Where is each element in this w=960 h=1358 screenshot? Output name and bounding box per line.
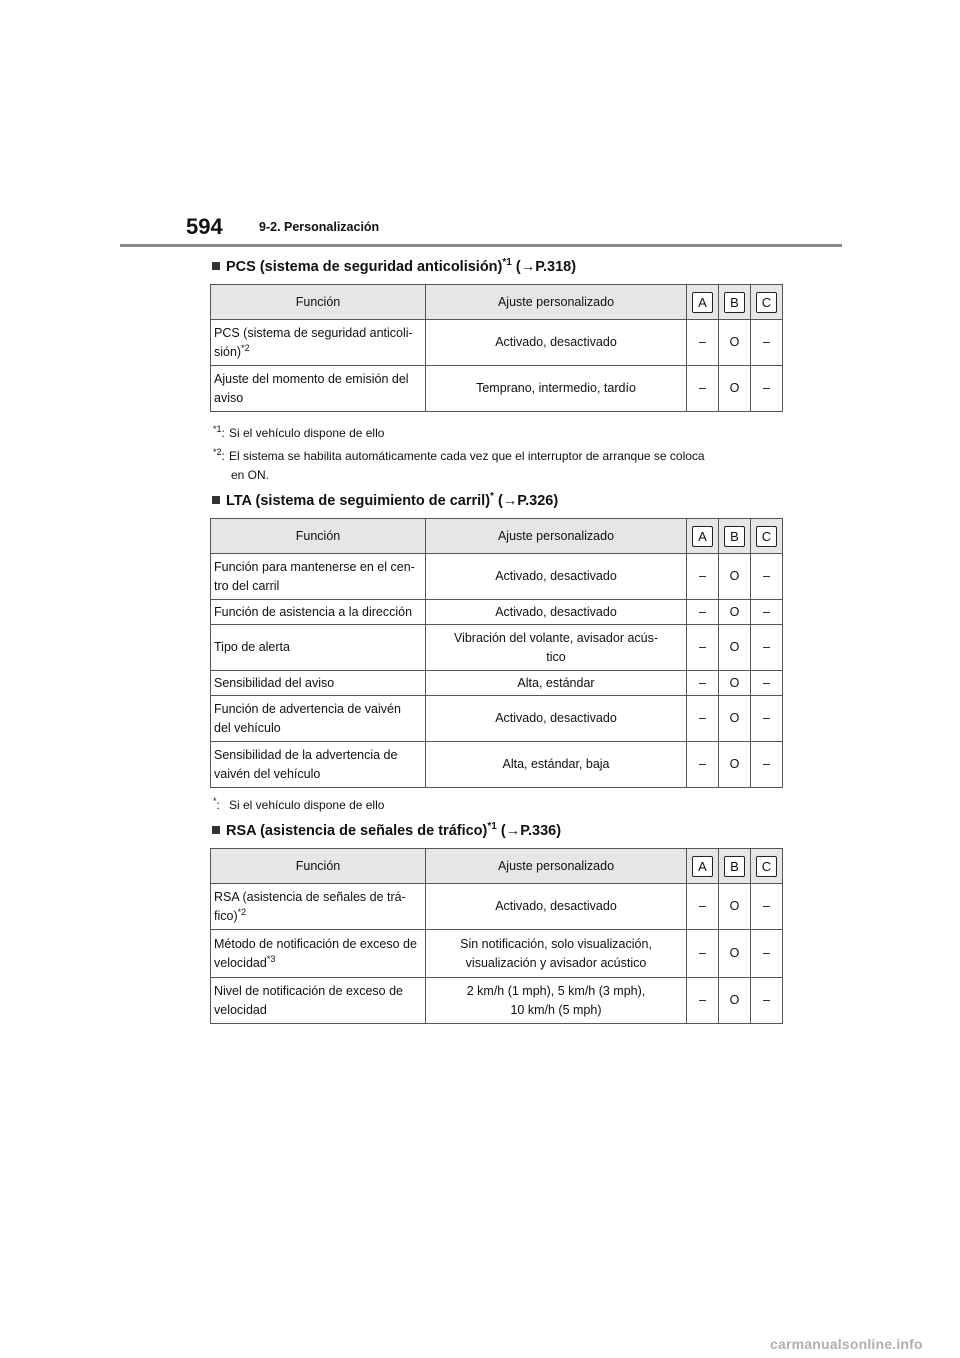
section-title bbox=[212, 821, 561, 839]
function-cell bbox=[211, 625, 426, 671]
letter-b-icon: B bbox=[724, 292, 745, 313]
column-header bbox=[719, 285, 751, 320]
setting-cell bbox=[426, 625, 687, 671]
column-a-value: – bbox=[687, 884, 719, 930]
setting-text: Vibración del volante, avisador acús- bbox=[453, 630, 659, 645]
section-title bbox=[212, 491, 558, 509]
section-title-footnote-mark: *1 bbox=[487, 821, 497, 832]
page-reference-link[interactable]: (→P.336) bbox=[500, 822, 562, 839]
function-cell bbox=[211, 600, 426, 625]
column-header: Función bbox=[211, 519, 426, 554]
section-title-footnote-mark: *1 bbox=[502, 257, 512, 268]
table-row bbox=[211, 625, 783, 671]
function-text-continued: del vehículo bbox=[214, 720, 281, 735]
setting-text: Temprano, intermedio, tardío bbox=[476, 381, 636, 395]
setting-cell bbox=[426, 884, 687, 930]
column-header: Ajuste personalizado bbox=[426, 519, 687, 554]
function-text: Función de asistencia a la dirección bbox=[214, 604, 413, 619]
column-b-value: O bbox=[719, 742, 751, 788]
function-text: Sensibilidad de la advertencia de bbox=[214, 747, 398, 762]
column-b-value: O bbox=[719, 884, 751, 930]
column-header bbox=[687, 849, 719, 884]
footnote-text-continued: en ON. bbox=[231, 468, 270, 482]
section-title-text: LTA (sistema de seguimiento de carril) bbox=[226, 492, 491, 509]
column-b-value: O bbox=[719, 978, 751, 1024]
function-cell bbox=[211, 366, 426, 412]
setting-text: 2 km/h (1 mph), 5 km/h (3 mph), bbox=[466, 983, 646, 998]
function-text: Sensibilidad del aviso bbox=[214, 675, 335, 690]
function-cell bbox=[211, 554, 426, 600]
footnote-marker: $^{*1}$: bbox=[213, 424, 225, 440]
setting-text: Activado, desactivado bbox=[495, 335, 617, 349]
function-text-continued: sión) bbox=[214, 344, 242, 359]
footnote-marker: $^{*2}$: bbox=[213, 447, 225, 463]
column-b-value: O bbox=[719, 696, 751, 742]
column-b-value: O bbox=[719, 930, 751, 978]
section-title-footnote-mark: * bbox=[490, 491, 494, 502]
column-header bbox=[751, 519, 783, 554]
column-header bbox=[719, 849, 751, 884]
setting-text: Activado, desactivado bbox=[495, 604, 617, 619]
section-title bbox=[212, 257, 576, 275]
page-number: 594 bbox=[186, 214, 223, 239]
footnote-mark: *2 bbox=[237, 906, 247, 917]
column-b-value: O bbox=[719, 320, 751, 366]
function-cell bbox=[211, 696, 426, 742]
column-c-value: – bbox=[751, 366, 783, 412]
square-bullet-icon bbox=[212, 262, 220, 270]
column-a-value: – bbox=[687, 696, 719, 742]
column-b-value: O bbox=[719, 554, 751, 600]
column-header bbox=[719, 519, 751, 554]
letter-a-icon: A bbox=[692, 856, 713, 877]
letter-a-icon: A bbox=[692, 526, 713, 547]
settings-table bbox=[210, 518, 783, 788]
function-text: Ajuste del momento de emisión del bbox=[214, 371, 409, 386]
function-text-continued: tro del carril bbox=[214, 578, 280, 593]
column-c-value: – bbox=[751, 625, 783, 671]
footnote-mark: * bbox=[213, 796, 217, 806]
column-c-value: – bbox=[751, 978, 783, 1024]
function-cell bbox=[211, 930, 426, 978]
column-c-value: – bbox=[751, 600, 783, 625]
column-c-value: – bbox=[751, 554, 783, 600]
function-text-continued: aviso bbox=[214, 390, 244, 405]
column-header bbox=[687, 285, 719, 320]
table-row bbox=[211, 696, 783, 742]
column-c-value: – bbox=[751, 671, 783, 696]
function-text-continued: vaivén del vehículo bbox=[214, 766, 321, 781]
setting-text: Alta, estándar bbox=[517, 675, 595, 690]
watermark: carmanualsonline.info bbox=[770, 1336, 923, 1352]
column-a-value: – bbox=[687, 742, 719, 788]
function-cell bbox=[211, 320, 426, 366]
function-text: PCS (sistema de seguridad anticoli- bbox=[214, 325, 413, 340]
column-header bbox=[687, 519, 719, 554]
page-reference-link[interactable]: (→P.326) bbox=[497, 492, 559, 509]
column-header: Función bbox=[211, 849, 426, 884]
setting-cell bbox=[426, 696, 687, 742]
table-header-row bbox=[211, 285, 783, 320]
footnote-mark: *2 bbox=[241, 342, 250, 353]
footnote-mark: *1 bbox=[213, 424, 222, 434]
function-text-continued: fico) bbox=[214, 908, 238, 923]
letter-b-icon: B bbox=[724, 526, 745, 547]
setting-cell bbox=[426, 671, 687, 696]
footnote bbox=[213, 792, 384, 815]
table-row bbox=[211, 600, 783, 625]
column-c-value: – bbox=[751, 930, 783, 978]
function-text: Función de advertencia de vaivén bbox=[214, 701, 401, 716]
table-row bbox=[211, 884, 783, 930]
column-header: Función bbox=[211, 285, 426, 320]
column-header: Ajuste personalizado bbox=[426, 849, 687, 884]
function-cell bbox=[211, 884, 426, 930]
settings-table bbox=[210, 848, 783, 1024]
table-row bbox=[211, 978, 783, 1024]
column-a-value: – bbox=[687, 600, 719, 625]
column-b-value: O bbox=[719, 671, 751, 696]
function-text: Tipo de alerta bbox=[214, 640, 290, 654]
footnote bbox=[213, 443, 705, 485]
function-text-continued: velocidad bbox=[214, 1002, 267, 1017]
square-bullet-icon bbox=[212, 826, 220, 834]
letter-c-icon: C bbox=[756, 526, 777, 547]
page-reference-link[interactable]: (→P.318) bbox=[515, 258, 577, 275]
section-title-text: RSA (asistencia de señales de tráfico) bbox=[226, 822, 488, 839]
setting-text: Alta, estándar, baja bbox=[502, 757, 610, 771]
column-c-value: – bbox=[751, 696, 783, 742]
column-a-value: – bbox=[687, 366, 719, 412]
function-cell bbox=[211, 742, 426, 788]
setting-text-continued: tico bbox=[546, 649, 566, 664]
setting-cell bbox=[426, 742, 687, 788]
column-a-value: – bbox=[687, 625, 719, 671]
column-c-value: – bbox=[751, 320, 783, 366]
column-b-value: O bbox=[719, 600, 751, 625]
setting-cell bbox=[426, 600, 687, 625]
column-a-value: – bbox=[687, 671, 719, 696]
table-row bbox=[211, 930, 783, 978]
footnote-text: Si el vehículo dispone de ello bbox=[229, 426, 385, 440]
footnote-text: Si el vehículo dispone de ello bbox=[229, 798, 385, 812]
letter-c-icon: C bbox=[756, 292, 777, 313]
function-text: Función para mantenerse en el cen- bbox=[214, 559, 415, 574]
function-text: Método de notificación de exceso de bbox=[214, 936, 417, 951]
section-title-text: PCS (sistema de seguridad anticolisión) bbox=[226, 258, 503, 275]
running-header: 9-2. Personalización bbox=[259, 220, 380, 234]
table-row bbox=[211, 366, 783, 412]
column-header bbox=[751, 849, 783, 884]
setting-cell bbox=[426, 366, 687, 412]
table-header-row bbox=[211, 849, 783, 884]
table-row bbox=[211, 671, 783, 696]
setting-text: Activado, desactivado bbox=[495, 711, 617, 725]
letter-b-icon: B bbox=[724, 856, 745, 877]
setting-text-continued: visualización y avisador acústico bbox=[465, 955, 647, 970]
column-header: Ajuste personalizado bbox=[426, 285, 687, 320]
table-row bbox=[211, 742, 783, 788]
function-text: RSA (asistencia de señales de trá- bbox=[214, 889, 406, 904]
square-bullet-icon bbox=[212, 496, 220, 504]
function-text: Nivel de notificación de exceso de bbox=[214, 983, 404, 998]
setting-text: Activado, desactivado bbox=[495, 899, 617, 913]
column-a-value: – bbox=[687, 320, 719, 366]
column-a-value: – bbox=[687, 930, 719, 978]
table-row bbox=[211, 554, 783, 600]
column-b-value: O bbox=[719, 366, 751, 412]
function-text-continued: velocidad bbox=[214, 955, 267, 970]
table-row bbox=[211, 320, 783, 366]
setting-text-continued: 10 km/h (5 mph) bbox=[510, 1002, 602, 1017]
setting-text: Activado, desactivado bbox=[495, 569, 617, 583]
footnote-text: El sistema se habilita automáticamente cada vez que el interruptor de arranque se coloca bbox=[229, 449, 705, 463]
setting-text: Sin notificación, solo visualización, bbox=[460, 936, 652, 951]
setting-cell bbox=[426, 554, 687, 600]
column-a-value: – bbox=[687, 554, 719, 600]
setting-cell bbox=[426, 320, 687, 366]
footnote-mark: *3 bbox=[266, 953, 276, 964]
column-a-value: – bbox=[687, 978, 719, 1024]
footnote-marker: *: bbox=[213, 796, 220, 812]
function-cell bbox=[211, 671, 426, 696]
column-header bbox=[751, 285, 783, 320]
header-rule bbox=[120, 244, 842, 247]
column-c-value: – bbox=[751, 742, 783, 788]
setting-cell bbox=[426, 978, 687, 1024]
table-header-row bbox=[211, 519, 783, 554]
letter-a-icon: A bbox=[692, 292, 713, 313]
letter-c-icon: C bbox=[756, 856, 777, 877]
setting-cell bbox=[426, 930, 687, 978]
column-c-value: – bbox=[751, 884, 783, 930]
column-b-value: O bbox=[719, 625, 751, 671]
settings-table bbox=[210, 284, 783, 412]
footnote bbox=[213, 420, 384, 443]
function-cell bbox=[211, 978, 426, 1024]
footnote-mark: *2 bbox=[213, 447, 222, 457]
